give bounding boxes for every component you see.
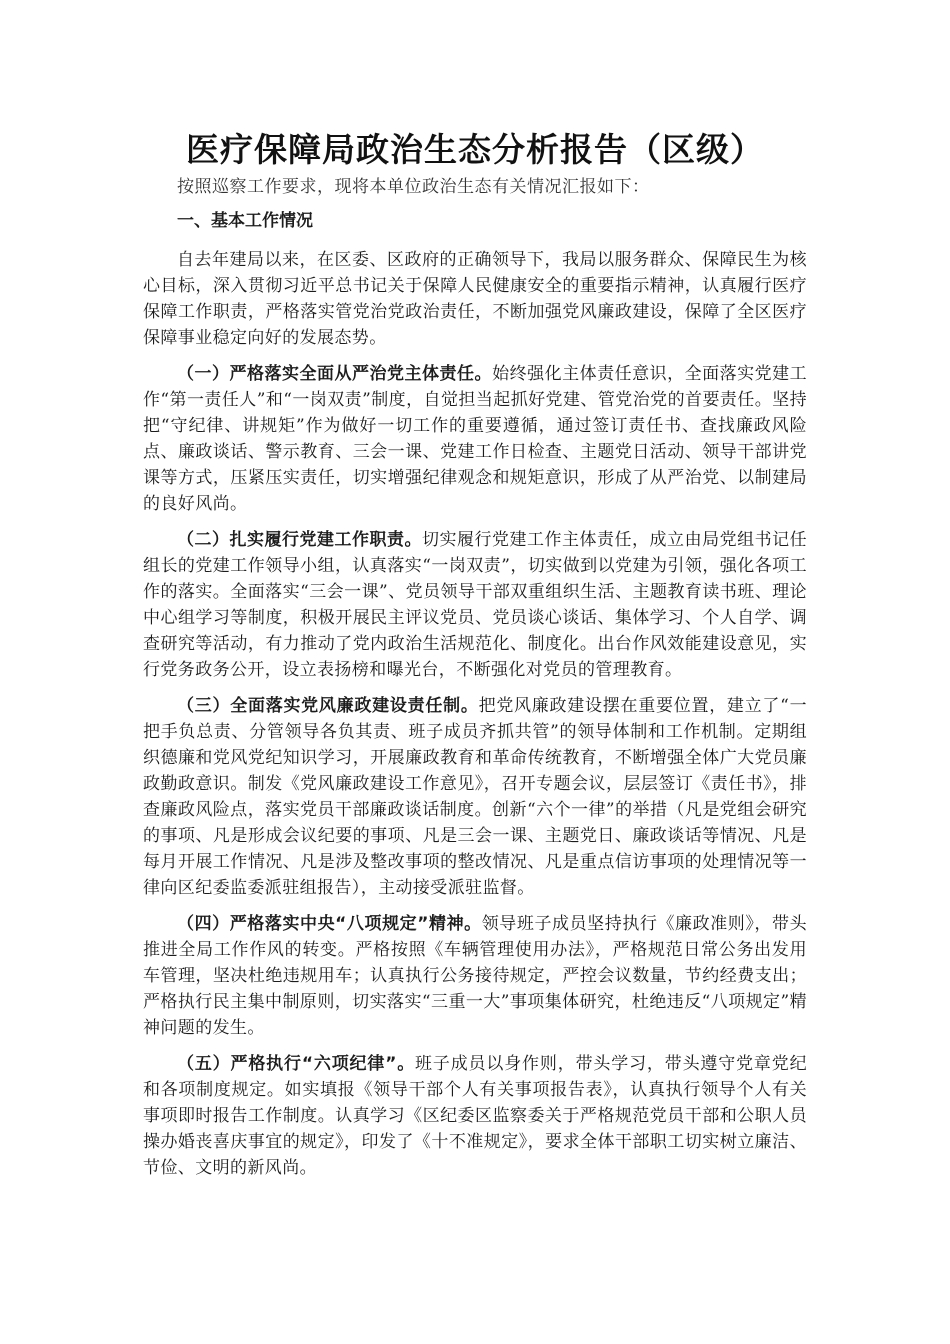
item-text-2: 切实履行党建工作主体责任，成立由局党组书记任组长的党建工作领导小组，认真落实“一岗双责”，切实做到以党建为引领，强化各项工作的落实。全面落实“三会一课”、党员领导干部双重组织生活、主题教育读书班、理论中心组学习等制度，积极开展民主评议党员、党员谈心谈话、集体学习、个人自学、调查研究等活动，有力推动了党内政治生活规范化、制度化。出台作风效能建设意见，实行党务政务公开，设立表扬榜和曝光台，不断强化对党员的管理教育。 [143, 530, 807, 680]
document-title: 医疗保障局政治生态分析报告（区级） [186, 130, 764, 169]
item-lead-2: （二）扎实履行党建工作职责。 [177, 530, 423, 550]
document-page [143, 128, 807, 1181]
item-paragraph-4 [143, 911, 807, 1041]
item-text-3: 把党风廉政建设摆在重要位置，建立了“一把手负总责、分管领导各负其责、班子成员齐抓共管”的领导体制和工作机制。定期组织德廉和党风党纪知识学习，开展廉政教育和革命传统教育，不断增强全体广大党员廉政勤政意识。制发《党风廉政建设工作意见》，召开专题会议，层层签订《责任书》，排查廉政风险点，落实党员干部廉政谈话制度。创新“六个一律”的举措（凡是党组会研究的事项、凡是形成会议纪要的事项、凡是三会一课、主题党日、廉政谈话等情况、凡是每月开展工作情况、凡是涉及整改事项的整改情况、凡是重点信访事项的处理情况等一律向区纪委监委派驻组报告），主动接受派驻监督。 [143, 696, 807, 898]
item-lead-4: （四）严格落实中央“八项规定”精神。 [177, 914, 482, 934]
overview-paragraph: 自去年建局以来，在区委、区政府的正确领导下，我局以服务群众、保障民生为核心目标，深入贯彻习近平总书记关于保障人民健康安全的重要指示精神，认真履行医疗保障工作职责，严格落实管党治党政治责任，不断加强党风廉政建设，保障了全区医疗保障事业稳定向好的发展态势。 [143, 250, 807, 348]
item-paragraph-1 [143, 361, 807, 517]
intro-paragraph: 按照巡察工作要求，现将本单位政治生态有关情况汇报如下： [177, 177, 650, 197]
item-paragraph-2 [143, 527, 807, 683]
item-text-5: 班子成员以身作则，带头学习，带头遵守党章党纪和各项制度规定。如实填报《领导干部个人有关事项报告表》，认真执行领导个人有关事项即时报告工作制度。认真学习《区纪委区监察委关于严格规范党员干部和公职人员操办婚丧喜庆事宜的规定》，印发了《十不准规定》，要求全体干部职工切实树立廉洁、节俭、文明的新风尚。 [143, 1054, 807, 1178]
item-lead-1: （一）严格落实全面从严治党主体责任。 [177, 364, 493, 384]
item-paragraph-3 [143, 693, 807, 901]
item-lead-5: （五）严格执行“六项纪律”。 [177, 1054, 416, 1074]
section-heading-basic-work: 一、基本工作情况 [177, 211, 313, 231]
item-lead-3: （三）全面落实党风廉政建设责任制。 [177, 696, 479, 716]
item-paragraph-5 [143, 1051, 807, 1181]
item-text-4: 领导班子成员坚持执行《廉政准则》，带头推进全局工作作风的转变。严格按照《车辆管理使用办法》，严格规范日常公务出发用车管理，坚决杜绝违规用车；认真执行公务接待规定，严控会议数量，节约经费支出；严格执行民主集中制原则，切实落实“三重一大”事项集体研究，杜绝违反“八项规定”精神问题的发生。 [143, 914, 807, 1038]
item-text-1: 始终强化主体责任意识，全面落实党建工作“第一责任人”和“一岗双责”制度，自觉担当起抓好党建、管党治党的首要责任。坚持把“守纪律、讲规矩”作为做好一切工作的重要遵循，通过签订责任书、查找廉政风险点、廉政谈话、警示教育、三会一课、党建工作日检查、主题党日活动、领导干部讲党课等方式，压紧压实责任，切实增强纪律观念和规矩意识，形成了从严治党、以制建局的良好风尚。 [143, 364, 808, 514]
